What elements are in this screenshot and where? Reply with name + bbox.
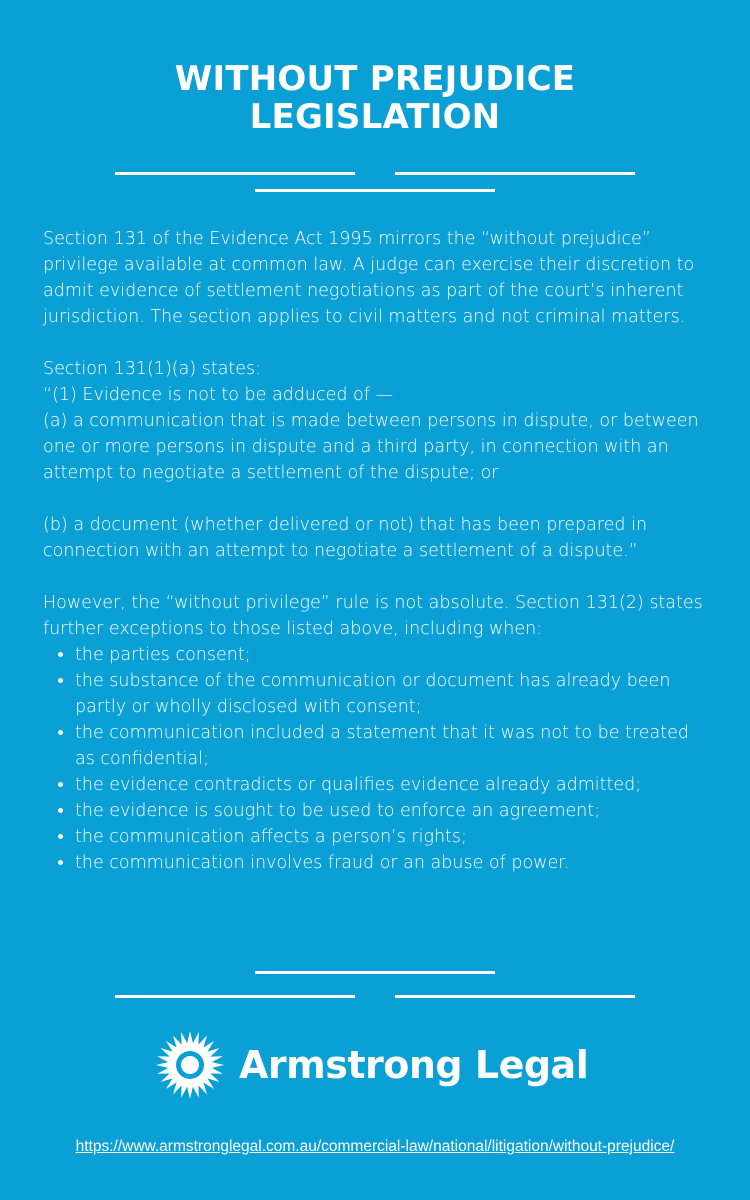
list-item: • the evidence contradicts or qualifies evidence already admitted;	[75, 772, 713, 798]
section-label: Section 131(1)(a) states:	[43, 359, 262, 379]
brand-logo	[155, 1030, 588, 1100]
list-item: • the communication included a statement that it was not to be treated as confidential;	[75, 720, 713, 772]
list-item: • the parties consent;	[75, 642, 713, 668]
divider-bottom-center	[255, 971, 495, 974]
exceptions-intro: However, the “without privilege” rule is not absolute. Section 131(2) states further exceptions to those listed above, including when:	[43, 593, 703, 639]
quote-start: “(1) Evidence is not to be adduced of —	[43, 385, 393, 405]
list-item: • the substance of the communication or document has already been partly or wholly disclosed with consent;	[75, 668, 713, 720]
brand-name: Armstrong Legal	[239, 1043, 589, 1087]
page-title	[0, 60, 750, 136]
source-link[interactable]: https://www.armstronglegal.com.au/commercial-law/national/litigation/without-prejudice/	[75, 1138, 675, 1155]
list-item: • the communication involves fraud or an abuse of power.	[75, 850, 713, 876]
divider-bottom-left	[115, 995, 355, 998]
title-line-2: LEGISLATION	[249, 97, 501, 137]
divider-top-left	[115, 172, 355, 175]
starburst-icon	[155, 1030, 225, 1100]
exceptions-list	[43, 642, 713, 876]
list-item: • the communication affects a person’s rights;	[75, 824, 713, 850]
title-line-1: WITHOUT PREJUDICE	[174, 59, 576, 99]
divider-top-right	[395, 172, 635, 175]
list-item: • the evidence is sought to be used to enforce an agreement;	[75, 798, 713, 824]
intro-paragraph: Section 131 of the Evidence Act 1995 mirrors the “without prejudice” privilege available at common law. A judge can exercise their discretion to admit evidence of settlement negotiations as part of the court’s inherent jurisdiction. The section applies to civil matters and not criminal matters.	[43, 229, 695, 327]
divider-top-center	[255, 189, 495, 192]
clause-a: (a) a communication that is made between persons in dispute, or between one or more persons in dispute and a third party, in connection with an attempt to negotiate a settlement of the dispute; or	[43, 411, 699, 483]
clause-b: (b) a document (whether delivered or not) that has been prepared in connection with an attempt to negotiate a settlement of a dispute.”	[43, 515, 648, 561]
article-body	[43, 226, 713, 876]
divider-bottom-right	[395, 995, 635, 998]
